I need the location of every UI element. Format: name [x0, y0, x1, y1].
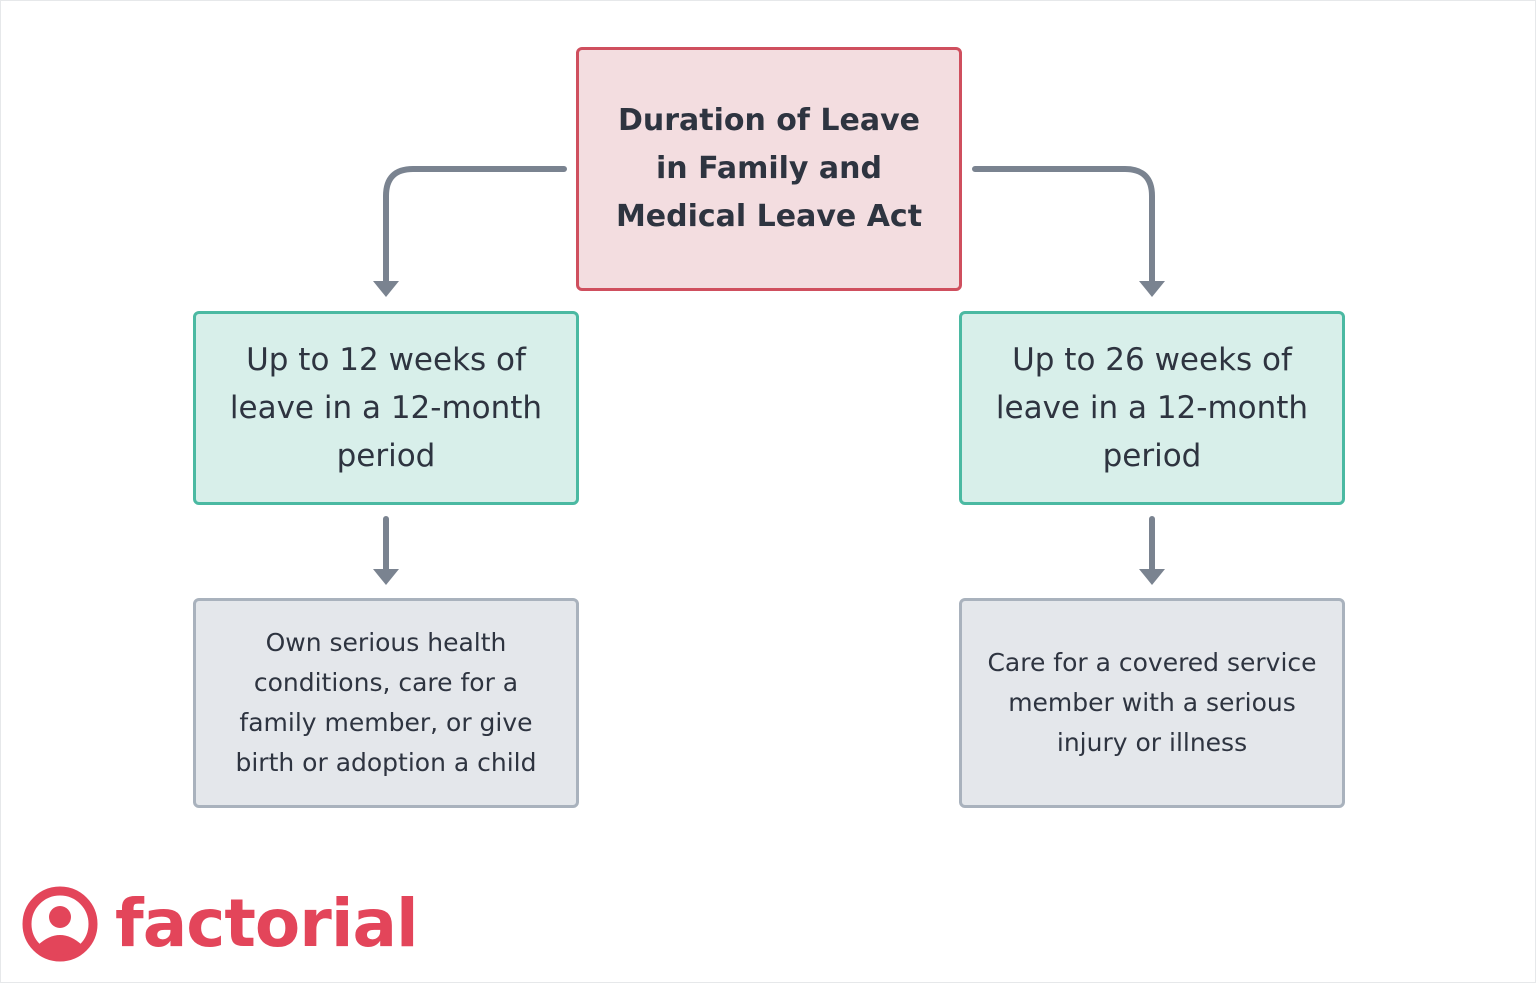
connector-root-to-26-weeks [975, 169, 1152, 281]
reason-label-12-weeks: Own serious health conditions, care for a family member, or give birth or adoption a child [235, 628, 537, 777]
arrowhead-12-weeks-reason [373, 569, 399, 585]
duration-label-12-weeks: Up to 12 weeks of leave in a 12-month period [229, 342, 543, 474]
reason-node-26-weeks [959, 598, 1345, 808]
reason-node-12-weeks [193, 598, 579, 808]
arrowhead-12-weeks [373, 281, 399, 297]
arrowhead-26-weeks-reason [1139, 569, 1165, 585]
factorial-logo-icon [21, 885, 99, 963]
reason-label-26-weeks: Care for a covered service member with a serious injury or illness [987, 648, 1317, 757]
root-node [576, 47, 962, 291]
factorial-logo [21, 885, 418, 963]
duration-label-26-weeks: Up to 26 weeks of leave in a 12-month period [995, 342, 1309, 474]
duration-node-26-weeks [959, 311, 1345, 505]
connector-root-to-12-weeks [386, 169, 564, 281]
factorial-wordmark: factorial [115, 885, 418, 962]
arrowhead-26-weeks [1139, 281, 1165, 297]
duration-node-12-weeks [193, 311, 579, 505]
root-node-label: Duration of Leave in Family and Medical Leave Act [615, 103, 923, 234]
